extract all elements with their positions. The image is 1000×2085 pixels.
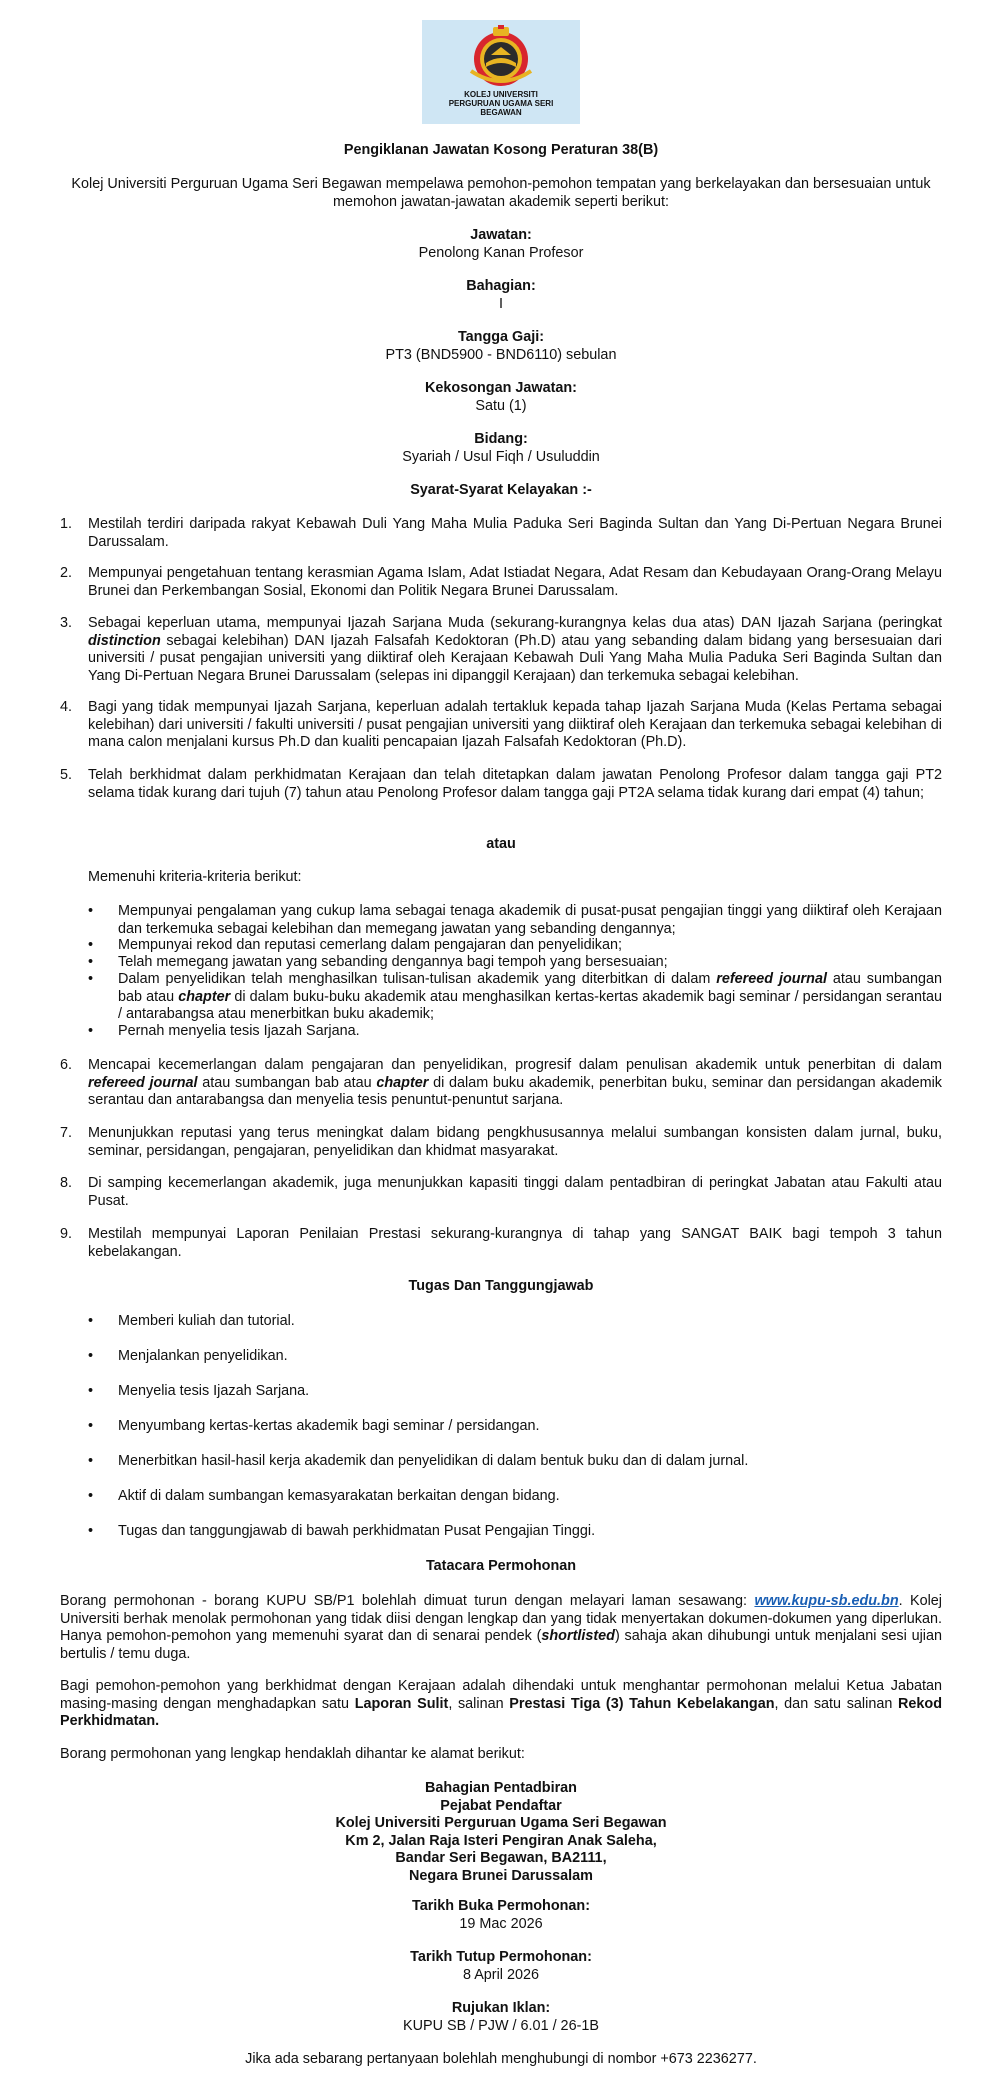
contact-line: Jika ada sebarang pertanyaan bolehlah menghubungi di nombor +673 2236277. [245, 2051, 757, 2067]
item-number: 1. [60, 516, 73, 532]
atau-separator: atau [486, 836, 516, 852]
item-number: 9. [60, 1226, 73, 1242]
field-kekosongan [60, 380, 942, 415]
requirements-heading: Syarat-Syarat Kelayakan :- [410, 482, 592, 498]
procedure-paragraph-3: Borang permohonan yang lengkap hendaklah dihantar ke alamat berikut: [60, 1746, 525, 1762]
criteria-intro: Memenuhi kriteria-kriteria berikut: [88, 869, 302, 885]
page-title: Pengiklanan Jawatan Kosong Peraturan 38(B) [343, 142, 659, 158]
item-text: Mempunyai pengalaman yang cukup lama sebagai tenaga akademik di pusat-pusat pengajian tinggi yang diiktiraf oleh Kerajaan dan terkemuka sebagai kelebihan dan memegang jawatan yang sebanding dengannya; [118, 903, 942, 937]
procedure-paragraph-2: Bagi pemohon-pemohon yang berkhidmat dengan Kerajaan adalah dihendaki untuk menghantar permohonan melalui Ketua Jabatan masing-masing dengan menghadapkan satu Laporan Sulit, salinan Prestasi Tiga (3) Tahun Kebelakangan, dan satu salinan Rekod Perkhidmatan. [60, 1678, 942, 1729]
intro-text: Kolej Universiti Perguruan Ugama Seri Begawan mempelawa pemohon-pemohon tempatan yang berkelayakan dan bersesuaian untuk memohon jawatan-jawatan akademik seperti berikut: [71, 176, 931, 210]
item-text: Telah memegang jawatan yang sebanding dengannya bagi tempoh yang bersesuaian; [118, 954, 668, 970]
item-text: Mempunyai pengetahuan tentang kerasmian Agama Islam, Adat Istiadat Negara, Adat Resam dan Kebudayaan Orang-Orang Melayu Brunei dan Perkembangan Sosial, Ekonomi dan Politik Negara Brunei Darussalam. [88, 565, 942, 599]
date-label: Tarikh Tutup Permohonan: [410, 1949, 592, 1965]
address-line: Km 2, Jalan Raja Isteri Pengiran Anak Saleha, [345, 1832, 657, 1849]
university-logo [422, 20, 580, 124]
field-bahagian [60, 278, 942, 313]
address-line: Negara Brunei Darussalam [409, 1867, 593, 1884]
item-text: Mestilah mempunyai Laporan Penilaian Prestasi sekurang-kurangnya di tahap yang SANGAT BAIK bagi tempoh 3 tahun kebelakangan. [88, 1226, 942, 1260]
emphasis-chapter: chapter [178, 988, 231, 1005]
bullet: • [88, 1348, 94, 1364]
emphasis-refereed-journal: refereed journal [716, 971, 827, 987]
bullet: • [88, 903, 94, 919]
item-text: Mestilah terdiri daripada rakyat Kebawah Duli Yang Maha Mulia Paduka Seri Baginda Sultan dan Yang Di-Pertuan Negara Brunei Darussalam. [88, 516, 942, 550]
item-text: Menyumbang kertas-kertas akademik bagi seminar / persidangan. [118, 1418, 540, 1434]
logo-line-1: KOLEJ UNIVERSITI [464, 90, 538, 99]
bullet: • [88, 1523, 94, 1539]
item-text: Bagi yang tidak mempunyai Ijazah Sarjana, keperluan adalah tertakluk kepada tahap Ijazah Sarjana Muda (Kelas Pertama sebagai kelebihan) dari universiti / fakulti universiti / pusat pengajian universiti yang diiktiraf oleh Kerajaan dan terkemuka sebagai kelebihan di mana calon menjalani kursus Ph.D dan kualiti pencapaian Ijazah Falsafah Kedoktoran (Ph.D). [88, 699, 942, 750]
item-number: 4. [60, 699, 73, 715]
item-number: 8. [60, 1175, 73, 1191]
item-text: Aktif di dalam sumbangan kemasyarakatan berkaitan dengan bidang. [118, 1488, 560, 1504]
date-value: 19 Mac 2026 [459, 1915, 543, 1932]
date-label: Tarikh Buka Permohonan: [411, 1898, 591, 1914]
address-line: Bahagian Pentadbiran [425, 1780, 577, 1796]
bullet: • [88, 1383, 94, 1399]
website-link[interactable]: www.kupu-sb.edu.bn [754, 1593, 899, 1609]
bullet: • [88, 937, 94, 953]
field-value: Satu (1) [475, 397, 527, 414]
item-text: Tugas dan tanggungjawab di bawah perkhidmatan Pusat Pengajian Tinggi. [118, 1523, 596, 1539]
field-label: Bahagian: [466, 278, 536, 294]
item-text: Dalam penyelidikan telah menghasilkan tulisan-tulisan akademik yang diterbitkan di dalam refereed journal atau sumbangan bab atau chapter di dalam buku-buku akademik atau menghasilkan kertas-kertas akademik bagi seminar / persidangan serantau / antarabangsa atau menerbitkan buku akademik; [118, 971, 943, 1022]
address-line: Pejabat Pendaftar [440, 1797, 562, 1814]
logo-line-2: PERGURUAN UGAMA SERI [448, 99, 554, 108]
procedure-paragraph-1: Borang permohonan - borang KUPU SB/P1 bolehlah dimuat turun dengan melayari laman sesawang: www.kupu-sb.edu.bn. Kolej Universiti berhak menolak permohonan yang tidak diisi dengan lengkap dan yang tidak menyertakan dokumen-dokumen yang diperlukan. Hanya pemohon-pemohon yang memenuhi syarat dan di senarai pendek (shortlisted) sahaja akan dihubungi untuk menjalani sesi ujian bertulis / temu duga. [60, 1593, 942, 1662]
emphasis-prestasi: Prestasi Tiga (3) Tahun Kebelakangan [509, 1695, 775, 1712]
item-text: Sebagai keperluan utama, mempunyai Ijazah Sarjana Muda (sekurang-kurangnya kelas dua atas) DAN Ijazah Sarjana (peringkat distinction sebagai kelebihan) DAN Ijazah Falsafah Kedoktoran (Ph.D) atau yang sebanding dalam bidang yang bersesuaian dari universiti / pusat pengajian universiti yang diiktiraf oleh Kerajaan Kebawah Duli Yang Maha Mulia Paduka Seri Baginda Sultan dan Yang Di-Pertuan Negara Brunei Darussalam (selepas ini dipanggil Kerajaan) dan terkemuka sebagai kelebihan. [88, 615, 942, 684]
field-label: Bidang: [474, 431, 528, 447]
item-text: Menunjukkan reputasi yang terus meningkat dalam bidang pengkhususannya melalui sumbangan konsisten dalam jurnal, buku, seminar, persidangan, pengajaran, penyelidikan dan khidmat masyarakat. [88, 1125, 942, 1159]
duties-heading: Tugas Dan Tanggungjawab [408, 1278, 594, 1294]
field-value: I [499, 295, 503, 312]
opening-date [60, 1898, 942, 1933]
field-value: Penolong Kanan Profesor [418, 244, 584, 261]
field-tangga-gaji [60, 329, 942, 364]
field-value: Syariah / Usul Fiqh / Usuluddin [402, 448, 600, 465]
field-jawatan [60, 227, 942, 262]
item-text: Mempunyai rekod dan reputasi cemerlang dalam pengajaran dan penyelidikan; [118, 937, 622, 953]
bullet: • [88, 971, 94, 987]
bullet: • [88, 1023, 94, 1039]
item-number: 6. [60, 1057, 73, 1073]
emphasis-rekod: Rekod Perkhidmatan. [60, 1695, 942, 1729]
emphasis-distinction: distinction [88, 632, 161, 649]
item-text: Pernah menyelia tesis Ijazah Sarjana. [118, 1023, 360, 1039]
field-label: Jawatan: [470, 227, 532, 243]
item-text: Mencapai kecemerlangan dalam pengajaran dan penyelidikan, progresif dalam penulisan akademik untuk penerbitan di dalam refereed journal atau sumbangan bab atau chapter di dalam buku akademik, penerbitan buku, seminar dan persidangan akademik serantau dan antarabangsa dan menyelia tesis penuntut-penuntut sarjana. [88, 1057, 942, 1108]
item-text: Menyelia tesis Ijazah Sarjana. [118, 1383, 310, 1399]
reference-value: KUPU SB / PJW / 6.01 / 26-1B [403, 2017, 599, 2034]
ad-reference [60, 2000, 942, 2035]
emphasis-laporan-sulit: Laporan Sulit [354, 1695, 449, 1712]
bullet: • [88, 1453, 94, 1469]
address-line: Kolej Universiti Perguruan Ugama Seri Begawan [335, 1815, 667, 1831]
bullet: • [88, 1418, 94, 1434]
date-value: 8 April 2026 [462, 1966, 539, 1983]
item-text: Menjalankan penyelidikan. [118, 1348, 288, 1364]
item-text: Memberi kuliah dan tutorial. [118, 1313, 295, 1329]
bullet: • [88, 1488, 94, 1504]
item-number: 2. [60, 565, 73, 581]
field-value: PT3 (BND5900 - BND6110) sebulan [385, 346, 617, 363]
field-label: Kekosongan Jawatan: [425, 380, 577, 396]
item-text: Menerbitkan hasil-hasil kerja akademik dan penyelidikan di dalam bentuk buku dan di dalam jurnal. [118, 1453, 749, 1469]
item-text: Telah berkhidmat dalam perkhidmatan Kerajaan dan telah ditetapkan dalam jawatan Penolong Profesor dalam tangga gaji PT2 selama tidak kurang dari tujuh (7) tahun atau Penolong Profesor dalam tangga gaji PT2A selama tidak kurang dari empat (4) tahun; [88, 767, 942, 801]
crest-icon [463, 25, 539, 89]
item-text: Di samping kecemerlangan akademik, juga menunjukkan kapasiti tinggi dalam pentadbiran di peringkat Jabatan atau Fakulti atau Pusat. [88, 1175, 942, 1209]
bullet: • [88, 954, 94, 970]
item-number: 5. [60, 767, 73, 783]
item-number: 3. [60, 615, 73, 631]
mailing-address [60, 1780, 942, 1885]
field-bidang [60, 431, 942, 466]
bullet: • [88, 1313, 94, 1329]
closing-date [60, 1949, 942, 1984]
emphasis-chapter: chapter [376, 1074, 429, 1091]
field-label: Tangga Gaji: [457, 329, 545, 345]
emphasis-refereed-journal: refereed journal [88, 1074, 198, 1091]
procedure-heading: Tatacara Permohonan [425, 1558, 577, 1574]
emphasis-shortlisted: shortlisted [541, 1628, 615, 1644]
item-number: 7. [60, 1125, 73, 1141]
logo-line-3: BEGAWAN [480, 108, 522, 117]
address-line: Bandar Seri Begawan, BA2111, [395, 1850, 607, 1866]
reference-label: Rujukan Iklan: [451, 2000, 551, 2016]
